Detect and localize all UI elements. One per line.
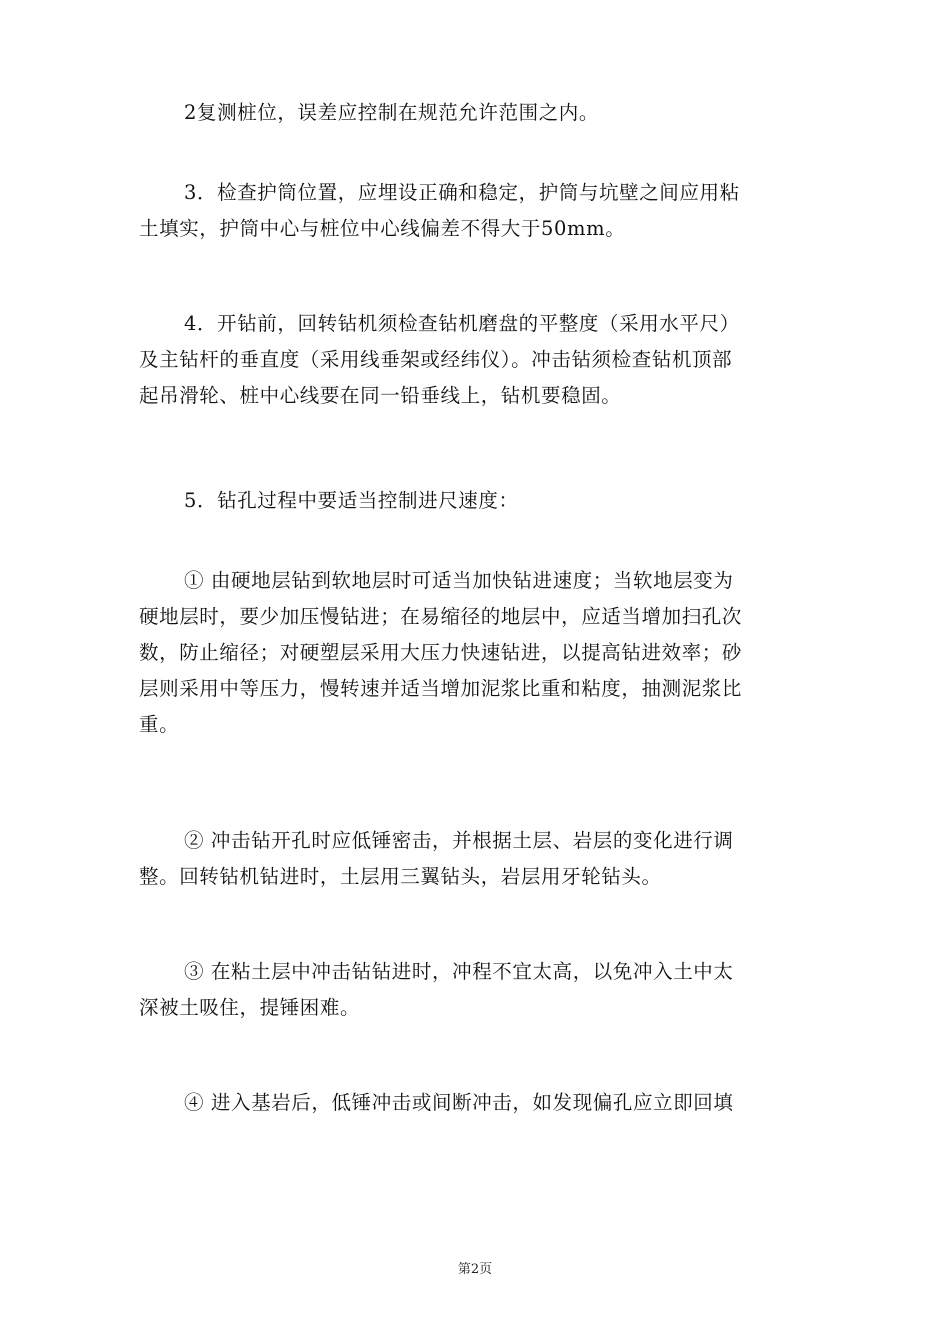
paragraph-item-4 (139, 306, 811, 414)
paragraph-sub-4 (139, 1085, 811, 1121)
text-line: 2复测桩位，误差应控制在规范允许范围之内。 (184, 101, 600, 124)
text-line: 层则采用中等压力，慢转速并适当增加泥浆比重和粘度，抽测泥浆比 (139, 677, 743, 700)
text-line: 重。 (139, 713, 180, 736)
text-line: ④ 进入基岩后，低锤冲击或间断冲击，如发现偏孔应立即回填 (184, 1091, 734, 1114)
paragraph-sub-3 (139, 954, 811, 1026)
text-line: 硬地层时，要少加压慢钻进；在易缩径的地层中，应适当增加扫孔次 (139, 605, 743, 628)
text-line: 4．开钻前，回转钻机须检查钻机磨盘的平整度（采用水平尺） (184, 312, 740, 335)
paragraph-sub-1 (139, 563, 811, 743)
text-line: ① 由硬地层钻到软地层时可适当加快钻进速度；当软地层变为 (184, 569, 734, 592)
text-line: 整。回转钻机钻进时，土层用三翼钻头，岩层用牙轮钻头。 (139, 865, 662, 888)
paragraph-item-3 (139, 175, 811, 247)
text-line: 土填实，护筒中心与桩位中心线偏差不得大于50mm。 (139, 217, 626, 240)
text-line: 3．检查护筒位置，应埋设正确和稳定，护筒与坑壁之间应用粘 (184, 181, 740, 204)
page-number: 第2页 (457, 1262, 493, 1277)
paragraph-item-5 (139, 483, 811, 519)
text-line: ② 冲击钻开孔时应低锤密击，并根据土层、岩层的变化进行调 (184, 829, 734, 852)
text-line: 及主钻杆的垂直度（采用线垂架或经纬仪）。冲击钻须检查钻机顶部 (139, 348, 733, 371)
paragraph-item-2 (139, 95, 811, 131)
paragraph-sub-2 (139, 823, 811, 895)
text-line: 起吊滑轮、桩中心线要在同一铅垂线上，钻机要稳固。 (139, 384, 622, 407)
text-line: 数，防止缩径；对硬塑层采用大压力快速钻进，以提高钻进效率；砂 (139, 641, 743, 664)
text-line: 5．钻孔过程中要适当控制进尺速度： (184, 489, 519, 512)
text-line: 深被土吸住，提锤困难。 (139, 996, 361, 1019)
text-line: ③ 在粘土层中冲击钻钻进时，冲程不宜太高，以免冲入土中太 (184, 960, 734, 983)
